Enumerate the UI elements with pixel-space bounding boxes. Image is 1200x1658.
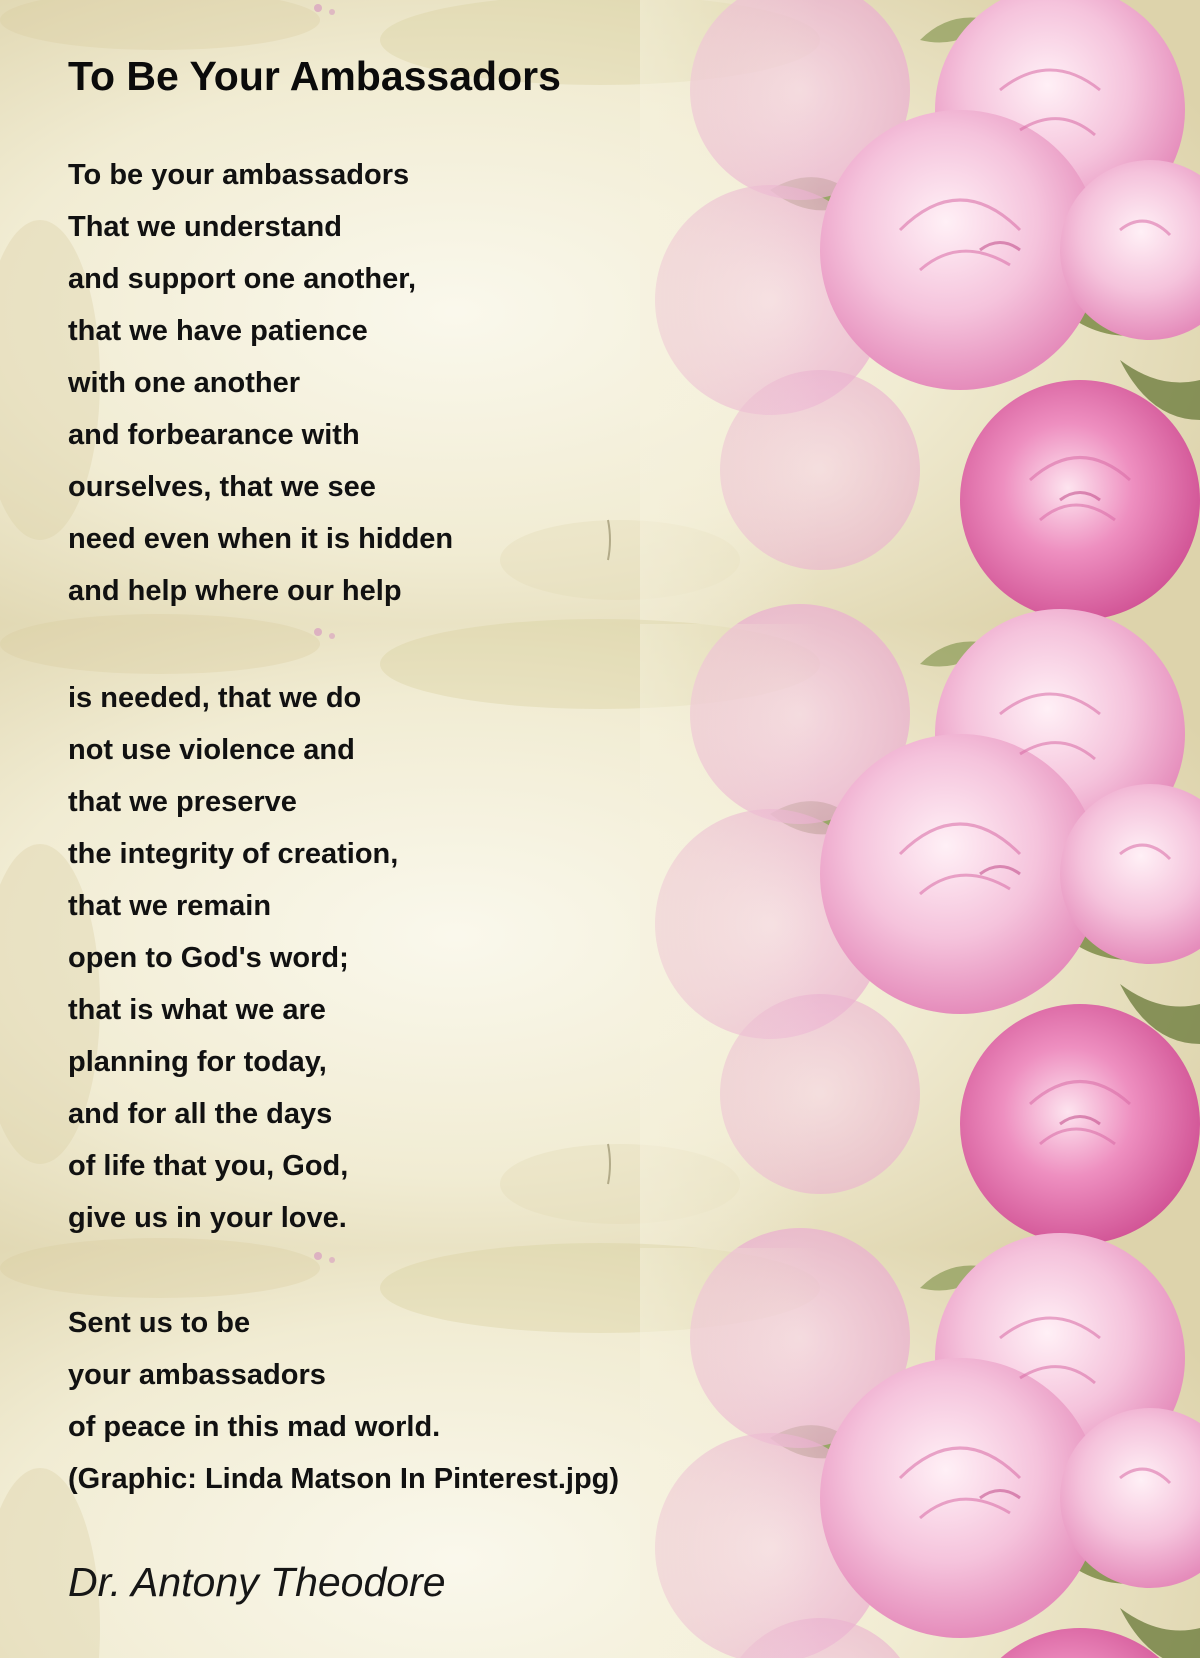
poem-line: with one another xyxy=(68,367,300,399)
poem-line: that we remain xyxy=(68,890,272,922)
poem-line: your ambassadors xyxy=(68,1359,326,1391)
stanza-2 xyxy=(68,672,398,1244)
poem-line: Sent us to be xyxy=(68,1307,251,1339)
poem-line: open to God's word; xyxy=(68,942,349,974)
poem-line: of peace in this mad world. xyxy=(68,1411,441,1443)
poem-line: and support one another, xyxy=(68,263,417,295)
poem-line: That we understand xyxy=(68,211,342,243)
poem-line: need even when it is hidden xyxy=(68,523,454,555)
stanza-3 xyxy=(68,1297,619,1505)
poem-line: the integrity of creation, xyxy=(68,838,399,870)
poem-line: and forbearance with xyxy=(68,419,360,451)
poem-title: To Be Your Ambassadors xyxy=(68,53,561,99)
poem-line: give us in your love. xyxy=(68,1202,347,1234)
poem-line: not use violence and xyxy=(68,734,355,766)
poem-line: is needed, that we do xyxy=(68,682,362,714)
poem-line: planning for today, xyxy=(68,1046,327,1078)
author-name: Dr. Antony Theodore xyxy=(68,1559,446,1605)
poem-line: that is what we are xyxy=(68,994,326,1026)
poem-line: ourselves, that we see xyxy=(68,471,376,503)
poem-line: that we preserve xyxy=(68,786,297,818)
stanza-1 xyxy=(68,149,453,617)
poem-line: To be your ambassadors xyxy=(68,159,410,191)
poem-line: of life that you, God, xyxy=(68,1150,349,1182)
poem-line: that we have patience xyxy=(68,315,368,347)
poem-line: (Graphic: Linda Matson In Pinterest.jpg) xyxy=(68,1463,620,1495)
poem-line: and for all the days xyxy=(68,1098,333,1130)
poem-line: and help where our help xyxy=(68,575,402,607)
